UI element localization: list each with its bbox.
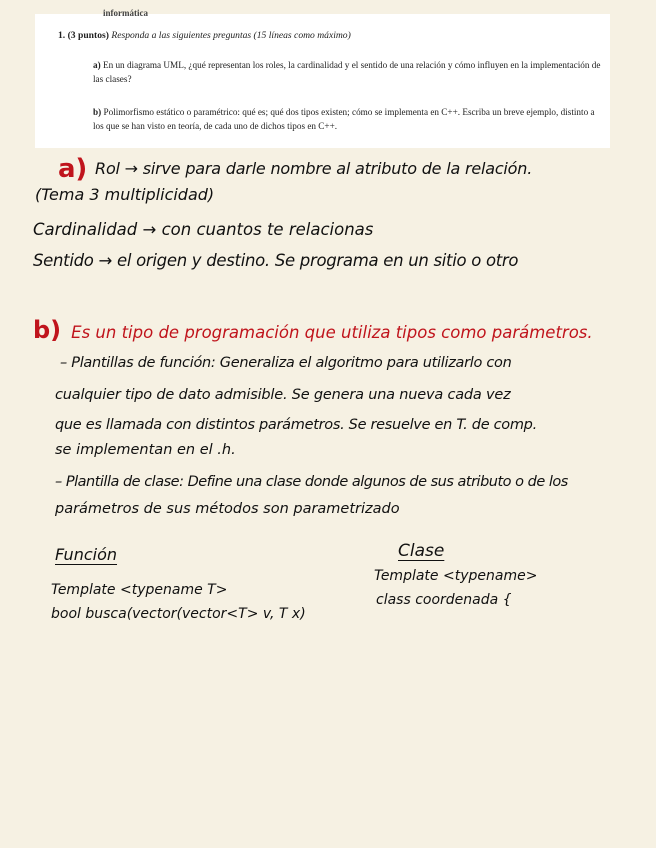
part-b-label: b) bbox=[93, 107, 102, 117]
part-a-label: a) bbox=[93, 60, 101, 70]
answer-a-text-1: Rol → sirve para darle nombre al atributo de la relación. bbox=[95, 159, 533, 178]
function-example-line-1: Template <typename T> bbox=[51, 582, 228, 598]
answer-b-text-1: Es un tipo de programación que utiliza tipos como parámetros. bbox=[71, 323, 593, 342]
answer-b-line-7: parámetros de sus métodos son parametrizado bbox=[55, 501, 400, 517]
answer-a-line-3: Cardinalidad → con cuantos te relacionas bbox=[33, 220, 374, 239]
answer-b-line-5: se implementan en el .h. bbox=[55, 442, 236, 458]
cut-header: informática bbox=[103, 8, 148, 18]
answer-b-line-4: que es llamada con distintos parámetros. Se resuelve en T. de comp. bbox=[55, 417, 537, 433]
class-example-line-2: class coordenada { bbox=[376, 592, 512, 608]
answer-a-line-2: (Tema 3 multiplicidad) bbox=[35, 185, 215, 204]
answer-a-line-4: Sentido → el origen y destino. Se programa en un sitio o otro bbox=[33, 251, 519, 270]
function-example-line-2: bool busca(vector(vector<T> v, T x) bbox=[51, 606, 306, 622]
question-points: (3 puntos) bbox=[67, 30, 109, 41]
part-a-text: En un diagrama UML, ¿qué representan los roles, la cardinalidad y el sentido de una relación y cómo influyen en la implementación de las clases? bbox=[93, 60, 601, 84]
answer-b-line-1 bbox=[33, 318, 593, 342]
class-example-line-1: Template <typename> bbox=[374, 568, 538, 584]
part-b-text: Polimorfismo estático o paramétrico: qué es; qué dos tipos existen; cómo se implementa en C++. Escriba un breve ejemplo, distinto a los que se han visto en teoría, de cada uno de dichos tipos en C++. bbox=[93, 107, 595, 131]
answer-b-line-3: cualquier tipo de dato admisible. Se genera una nueva cada vez bbox=[55, 387, 511, 403]
question-number: 1. bbox=[58, 30, 66, 41]
answer-a-line-1 bbox=[58, 153, 533, 184]
class-example-heading: Clase bbox=[398, 541, 445, 561]
function-example-heading: Función bbox=[55, 545, 118, 564]
answer-a-mark: a) bbox=[58, 154, 88, 184]
answer-b-mark: b) bbox=[33, 316, 62, 344]
question-prompt: Responda a las siguientes preguntas (15 líneas como máximo) bbox=[111, 30, 351, 41]
answer-b-line-2: – Plantillas de función: Generaliza el algoritmo para utilizarlo con bbox=[60, 355, 512, 371]
answer-b-line-6: – Plantilla de clase: Define una clase donde algunos de sus atributo o de los bbox=[55, 474, 568, 490]
